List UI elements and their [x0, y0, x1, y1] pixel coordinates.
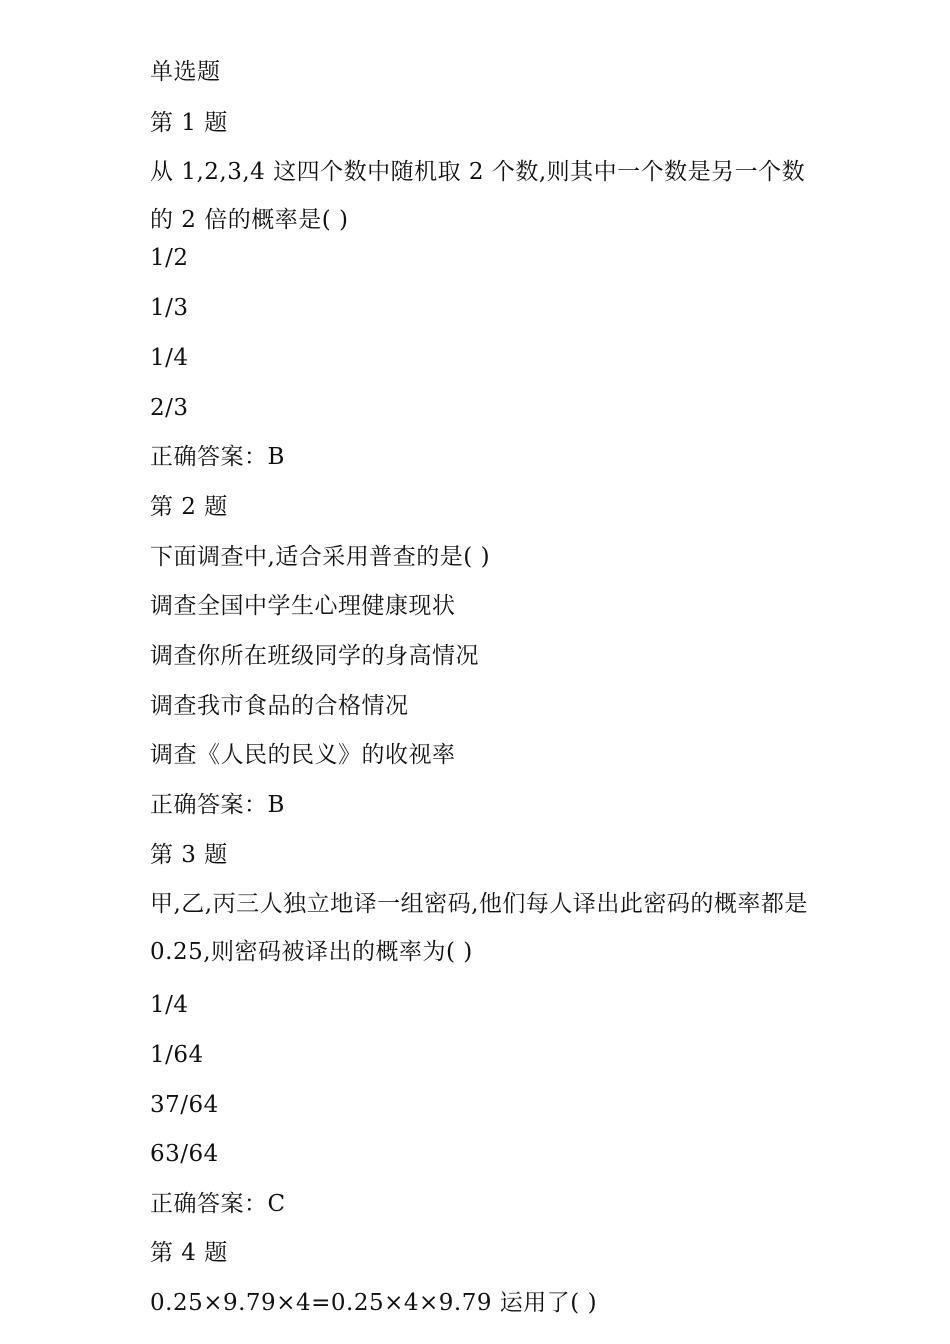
question-4-number: 第 4 题: [150, 1240, 228, 1266]
question-2-stem: 下面调查中,适合采用普查的是( ): [150, 544, 491, 570]
question-4-stem: 0.25×9.79×4=0.25×4×9.79 运用了( ): [150, 1290, 598, 1316]
question-3-answer: 正确答案：C: [150, 1191, 286, 1217]
question-2-answer: 正确答案：B: [150, 792, 285, 818]
question-1-stem: 从 1,2,3,4 这四个数中随机取 2 个数,则其中一个数是另一个数的 2 倍的概率是( ): [150, 159, 806, 233]
question-2-option-d: 调查《人民的民义》的收视率: [150, 742, 456, 768]
question-3-option-d: 63/64: [150, 1141, 219, 1167]
question-2-option-b: 调查你所在班级同学的身高情况: [150, 643, 479, 669]
question-3-number: 第 3 题: [150, 842, 228, 868]
question-1-option-c: 1/4: [150, 345, 189, 371]
question-1-option-b: 1/3: [150, 295, 189, 321]
question-2-option-a: 调查全国中学生心理健康现状: [150, 593, 456, 619]
question-3-option-b: 1/64: [150, 1042, 204, 1068]
question-3-option-a: 1/4: [150, 992, 189, 1018]
question-2-number: 第 2 题: [150, 494, 228, 520]
question-3-stem: 甲,乙,丙三人独立地译一组密码,他们每人译出此密码的概率都是 0.25,则密码被译出的概率为( ): [150, 891, 808, 965]
question-1-option-d: 2/3: [150, 395, 189, 421]
question-2-option-c: 调查我市食品的合格情况: [150, 693, 409, 719]
question-1-answer: 正确答案：B: [150, 444, 285, 470]
question-3-option-c: 37/64: [150, 1092, 219, 1118]
section-title: 单选题: [150, 59, 221, 85]
question-1-option-a: 1/2: [150, 245, 189, 271]
question-1-number: 第 1 题: [150, 110, 228, 136]
